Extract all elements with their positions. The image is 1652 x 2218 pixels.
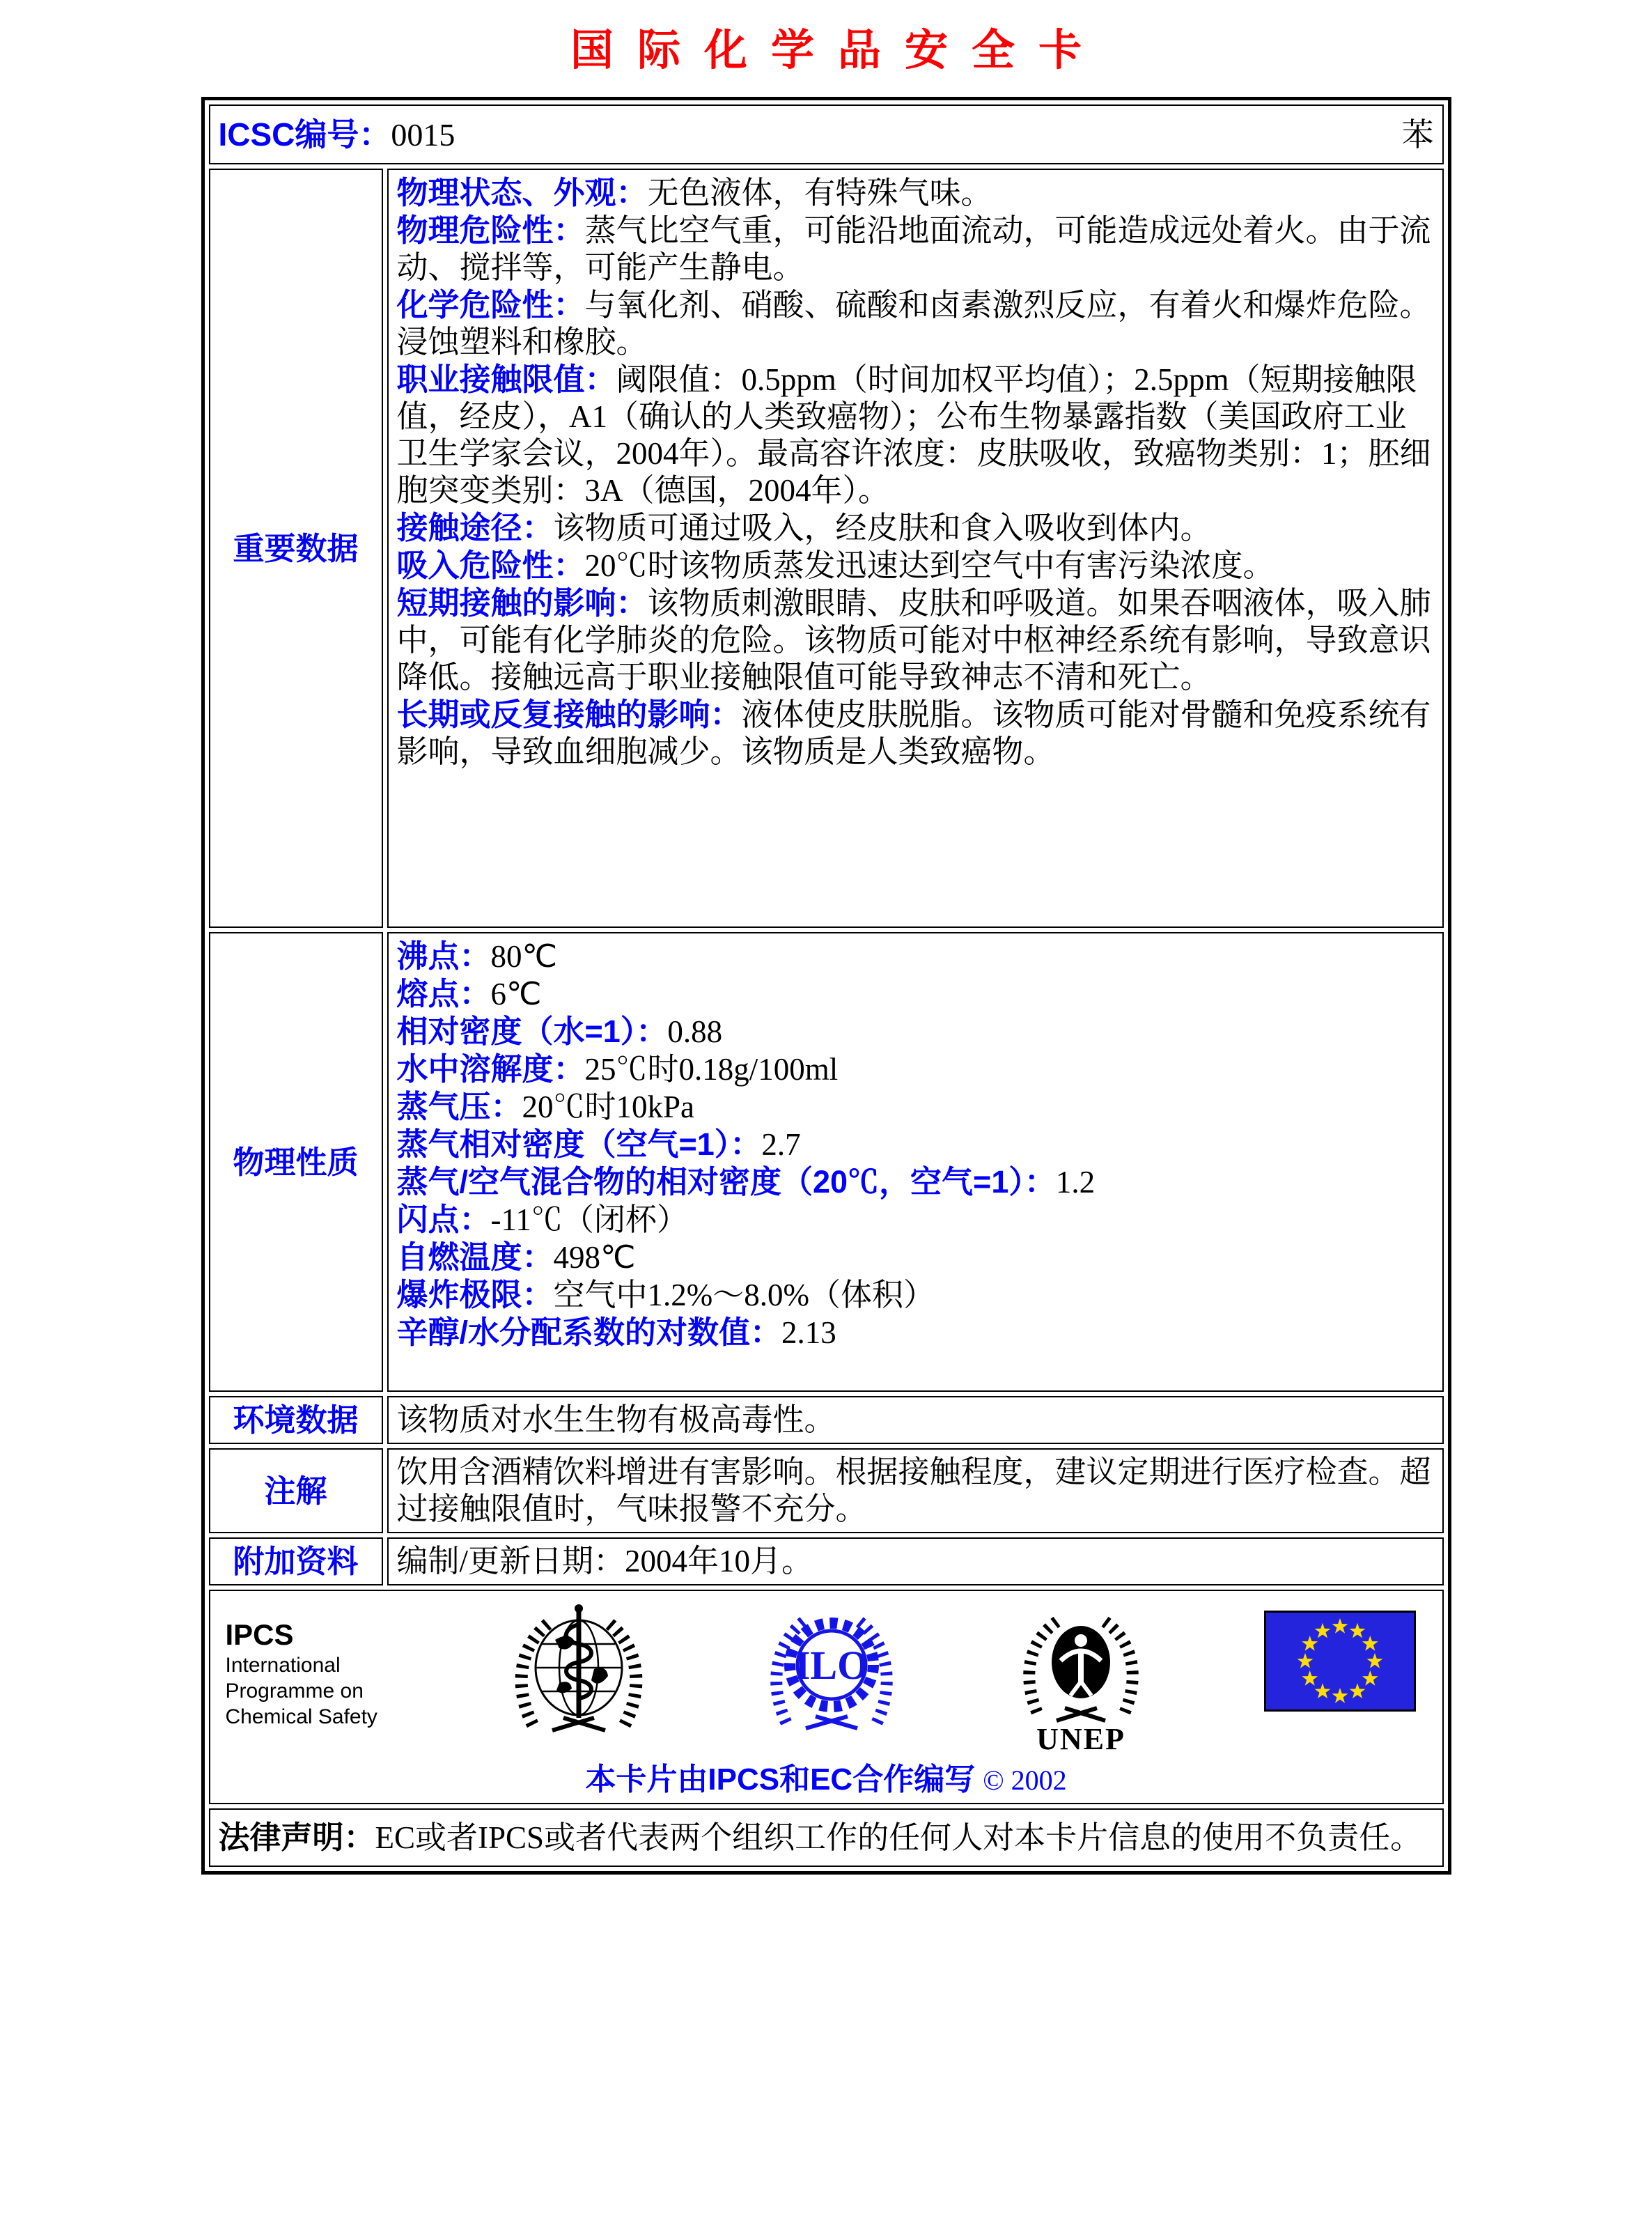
physical-property-item	[397, 1013, 1434, 1050]
field-value: 阈限值：0.5ppm（时间加权平均值）；2.5ppm（短期接触限值，经皮），A1（确认的人类致癌物）；公布生物暴露指数（美国政府工业卫生学家会议，2004年）。最高容许浓度：皮肤吸收，致癌物类别：1；胚细胞突变类别：3A（德国，2004年）。	[396, 362, 1431, 508]
card-caption	[219, 1761, 1434, 1799]
header-row	[209, 104, 1444, 164]
field-label: 职业接触限值：	[396, 362, 616, 397]
row-label-environmental-data: 环境数据	[209, 1396, 383, 1444]
field-value: -11℃（闭杯）	[490, 1202, 688, 1237]
field-label: 闪点：	[396, 1202, 491, 1237]
who-emblem-icon	[509, 1601, 648, 1733]
field-value: 2.7	[761, 1127, 801, 1162]
chemical-name: 苯	[1401, 116, 1434, 153]
legal-text: EC或者IPCS或者代表两个组织工作的任何人对本卡片信息的使用不负责任。	[375, 1820, 1422, 1855]
field-value: 20℃时10kPa	[522, 1089, 695, 1124]
field-label: 相对密度（水=1）：	[396, 1014, 668, 1049]
physical-property-item	[397, 1276, 1434, 1314]
additional-info-row	[209, 1537, 1444, 1585]
field-value: 1.2	[1055, 1165, 1096, 1200]
additional-info-content	[387, 1537, 1444, 1585]
environmental-data-content	[387, 1396, 1444, 1444]
row-label-important-data: 重要数据	[209, 169, 383, 928]
field-value: 25℃时0.18g/100ml	[584, 1052, 839, 1087]
field-label: 蒸气相对密度（空气=1）：	[396, 1126, 762, 1162]
row-label-additional-info: 附加资料	[209, 1537, 383, 1585]
important-data-item	[397, 361, 1434, 509]
unep-label: UNEP	[1036, 1722, 1125, 1754]
field-value: 蒸气比空气重，可能沿地面流动，可能造成远处着火。由于流动、搅拌等，可能产生静电。	[396, 213, 1431, 285]
field-value: 20℃时该物质蒸发迅速达到空气中有害污染浓度。	[584, 548, 1275, 583]
field-value: 液体使皮肤脱脂。该物质可能对骨髓和免疫系统有影响，导致血细胞减少。该物质是人类致癌物。	[396, 697, 1431, 769]
field-label: 辛醇/水分配系数的对数值：	[396, 1314, 782, 1350]
notes-text: 饮用含酒精饮料增进有害影响。根据接触程度，建议定期进行医疗检查。超过接触限值时，气味报警不充分。	[396, 1455, 1431, 1526]
legal-label: 法律声明：	[218, 1820, 375, 1855]
important-data-item	[397, 509, 1434, 547]
header-cell	[209, 104, 1444, 164]
eu-flag-icon	[1264, 1611, 1416, 1712]
field-value: 0.88	[667, 1014, 723, 1049]
important-data-item	[397, 584, 1434, 696]
field-label: 爆炸极限：	[396, 1277, 554, 1312]
field-value: 该物质可通过吸入，经皮肤和食入吸收到体内。	[553, 511, 1212, 545]
important-data-item	[397, 547, 1434, 584]
field-value: 2.13	[781, 1315, 836, 1350]
physical-property-item	[397, 1239, 1434, 1276]
field-value: 与氧化剂、硝酸、硫酸和卤素激烈反应，有着火和爆炸危险。浸蚀塑料和橡胶。	[396, 288, 1431, 359]
field-label: 物理危险性：	[396, 212, 585, 248]
physical-property-item	[397, 1050, 1434, 1088]
physical-property-item	[397, 1201, 1434, 1239]
icsc-number	[219, 116, 455, 153]
physical-properties-content	[387, 932, 1444, 1392]
important-data-content	[387, 169, 1444, 928]
caption-copyright: © 2002	[983, 1765, 1067, 1796]
page-title: 国际化学品安全卡	[570, 26, 1105, 75]
field-value: 空气中1.2%～8.0%（体积）	[553, 1278, 935, 1312]
ipcs-block	[226, 1601, 393, 1730]
environmental-data-text: 该物质对水生生物有极高毒性。	[396, 1402, 836, 1437]
legal-cell	[209, 1808, 1444, 1867]
ipcs-acronym: IPCS	[225, 1618, 294, 1651]
important-data-item	[397, 696, 1434, 770]
field-label: 物理状态、外观：	[396, 175, 648, 210]
caption-text: 本卡片由IPCS和EC合作编写	[585, 1762, 976, 1797]
physical-properties-row	[209, 932, 1444, 1392]
notes-row	[209, 1448, 1444, 1533]
physical-property-item	[397, 1163, 1434, 1201]
important-data-item	[397, 174, 1434, 212]
environmental-data-row	[209, 1396, 1444, 1444]
physical-property-item	[397, 1088, 1434, 1126]
field-value: 该物质刺激眼睛、皮肤和呼吸道。如果吞咽液体，吸入肺中，可能有化学肺炎的危险。该物质可能对中枢神经系统有影响，导致意识降低。接触远高于职业接触限值可能导致神志不清和死亡。	[396, 586, 1431, 695]
row-label-notes: 注解	[209, 1448, 383, 1533]
physical-property-item	[397, 975, 1434, 1013]
physical-property-item	[397, 1314, 1434, 1351]
icsc-number-label: ICSC编号：	[218, 116, 391, 153]
field-value: 80℃	[490, 939, 558, 974]
notes-content	[387, 1448, 1444, 1533]
field-label: 短期接触的影响：	[396, 585, 648, 621]
row-label-physical-properties: 物理性质	[209, 932, 383, 1392]
field-value: 6℃	[490, 977, 542, 1011]
legal-row	[209, 1808, 1444, 1867]
field-label: 沸点：	[396, 938, 491, 974]
icsc-card-table	[201, 97, 1451, 1875]
physical-property-item	[397, 938, 1434, 975]
icsc-number-value: 0015	[391, 116, 455, 153]
field-label: 接触途径：	[396, 510, 554, 545]
additional-info-text: 编制/更新日期：2004年10月。	[396, 1544, 813, 1579]
logos-row	[209, 1590, 1444, 1804]
field-label: 吸入危险性：	[396, 548, 585, 583]
field-label: 长期或反复接触的影响：	[396, 697, 742, 732]
unep-emblem-icon	[1015, 1601, 1147, 1754]
logos-cell	[209, 1590, 1444, 1804]
physical-property-item	[397, 1126, 1434, 1163]
field-label: 蒸气/空气混合物的相对密度（20℃，空气=1）：	[396, 1164, 1056, 1200]
ilo-emblem-icon	[765, 1601, 898, 1733]
field-value: 无色液体，有特殊气味。	[647, 176, 992, 210]
field-label: 熔点：	[396, 976, 491, 1011]
important-data-row	[209, 169, 1444, 928]
ipcs-line: Chemical Safety	[225, 1705, 377, 1728]
ipcs-line: Programme on	[225, 1680, 364, 1703]
important-data-item	[397, 286, 1434, 361]
field-label: 蒸气压：	[396, 1089, 522, 1124]
field-value: 498℃	[553, 1240, 636, 1275]
field-label: 水中溶解度：	[396, 1051, 585, 1087]
field-label: 化学危险性：	[396, 287, 585, 323]
field-label: 自燃温度：	[396, 1239, 554, 1275]
ipcs-line: International	[225, 1654, 341, 1677]
important-data-item	[397, 212, 1434, 286]
ilo-label: ILO	[794, 1643, 869, 1688]
